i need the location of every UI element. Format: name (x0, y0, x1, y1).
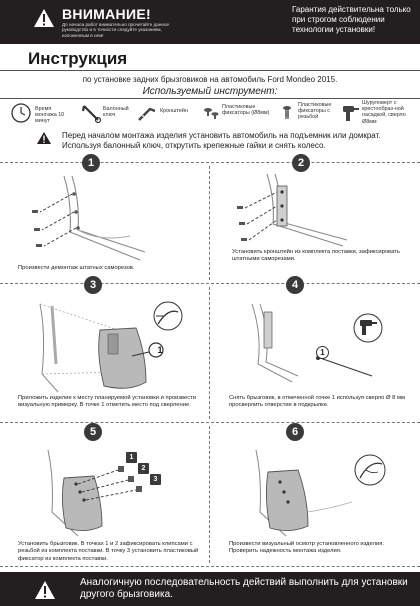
step-number-5: 5 (84, 423, 102, 441)
step-number-2: 2 (292, 154, 310, 172)
callout-3: 3 (150, 474, 161, 485)
callout-1: 1 (157, 345, 163, 355)
callout-1: 1 (316, 346, 329, 359)
step-3-illustration (18, 294, 206, 394)
divider (209, 287, 210, 419)
divider (209, 166, 210, 280)
tool-label: Пластиковые фиксаторы с резьбой (298, 102, 332, 121)
tool-item-bracket (136, 102, 196, 128)
step-number-1: 1 (82, 154, 100, 172)
balloon-wrench-icon (80, 102, 102, 124)
divider (0, 283, 420, 284)
step-number-3: 3 (84, 276, 102, 294)
tools-heading: Используемый инструмент: (142, 86, 278, 97)
warning-subtext: До начала работ внимательно прочитайте данное руководство и в точности следуйте указаниям, изложенным в нем! (62, 22, 170, 38)
intro-text: Перед началом монтажа изделия установить автомобиль на подъемник или домкрат. Используя балонный ключ, открутить крепежные гайки и снять колесо. (62, 131, 381, 150)
guarantee-note: Гарантия действительна только при строгом соблюдении технологии установки! (292, 5, 411, 34)
step-number-4: 4 (286, 276, 304, 294)
step-2-illustration (225, 172, 405, 247)
step-4-illustration (222, 294, 408, 384)
page-title: Инструкция (28, 49, 128, 68)
step-1-caption: Произвести демонтаж штатных саморезов. (18, 265, 135, 271)
warning-title: ВНИМАНИЕ! (62, 6, 151, 22)
clock-icon (10, 102, 32, 124)
tool-label: Время монтажа 10 минут (35, 106, 65, 125)
warning-icon (36, 131, 52, 145)
tool-label: Кронштейн (160, 108, 188, 114)
step-4-caption: Снять брызговик, в отмеченной точке 1 используя сверло Ø 8 мм просверлить отверстие в подкрылке. (229, 395, 405, 409)
step-5-caption: Установить брызговик. В точках 1 и 2 зафиксировать клипсами с резьбой из комплекта поставки. В точку 3 установить пластиковый фиксатор из комплекта поставки. (18, 541, 199, 562)
step-2-caption: Установить кронштейн из комплекта поставки, зафиксировать штатными саморезами. (232, 249, 400, 263)
tool-label: Пластиковые фиксаторы (Ø8мм) (222, 104, 270, 117)
footer-text: Аналогичную последовательность действий выполнить для установки другого брызговика. (80, 577, 408, 600)
step-6-caption: Произвести визуальный осмотр установленного изделия. Проверить надежность монтажа изделия. (229, 541, 384, 555)
step-5-illustration (18, 442, 206, 537)
bracket-icon (136, 102, 158, 124)
tools-divider (0, 98, 420, 99)
page-subtitle: по установке задних брызговиков на автомобиль Ford Mondeo 2015. (82, 75, 338, 84)
divider (0, 422, 420, 423)
tool-item-screwdriver (340, 102, 420, 128)
divider (0, 162, 420, 163)
tool-item-time (10, 102, 70, 128)
threaded-clip-icon (278, 102, 300, 124)
tool-label: Шуруповерт с крестообраз-ной насадкой, сверло Ø8мм (362, 100, 406, 125)
callout-2: 2 (138, 463, 149, 474)
title-divider (0, 70, 420, 71)
tool-item-threaded-clips (278, 102, 338, 128)
warning-icon (33, 8, 55, 28)
tool-item-plastic-clips (200, 102, 275, 128)
warning-icon (34, 580, 56, 600)
footer-warning (0, 572, 420, 606)
divider (209, 426, 210, 563)
step-number-6: 6 (286, 423, 304, 441)
warning-header (0, 0, 420, 44)
screwdriver-icon (340, 102, 362, 124)
step-1-illustration (20, 172, 200, 262)
callout-1: 1 (126, 452, 137, 463)
step-6-illustration (222, 442, 408, 537)
divider (0, 566, 420, 567)
tool-item-wrench (80, 102, 130, 128)
tool-label: Балонный ключ (103, 106, 129, 119)
plastic-clip-icon (200, 102, 222, 124)
step-3-caption: Приложить изделие к месту планируемой установки и произвести визуальную примерку. В точке 1 отметить место под сверление. (18, 395, 197, 409)
